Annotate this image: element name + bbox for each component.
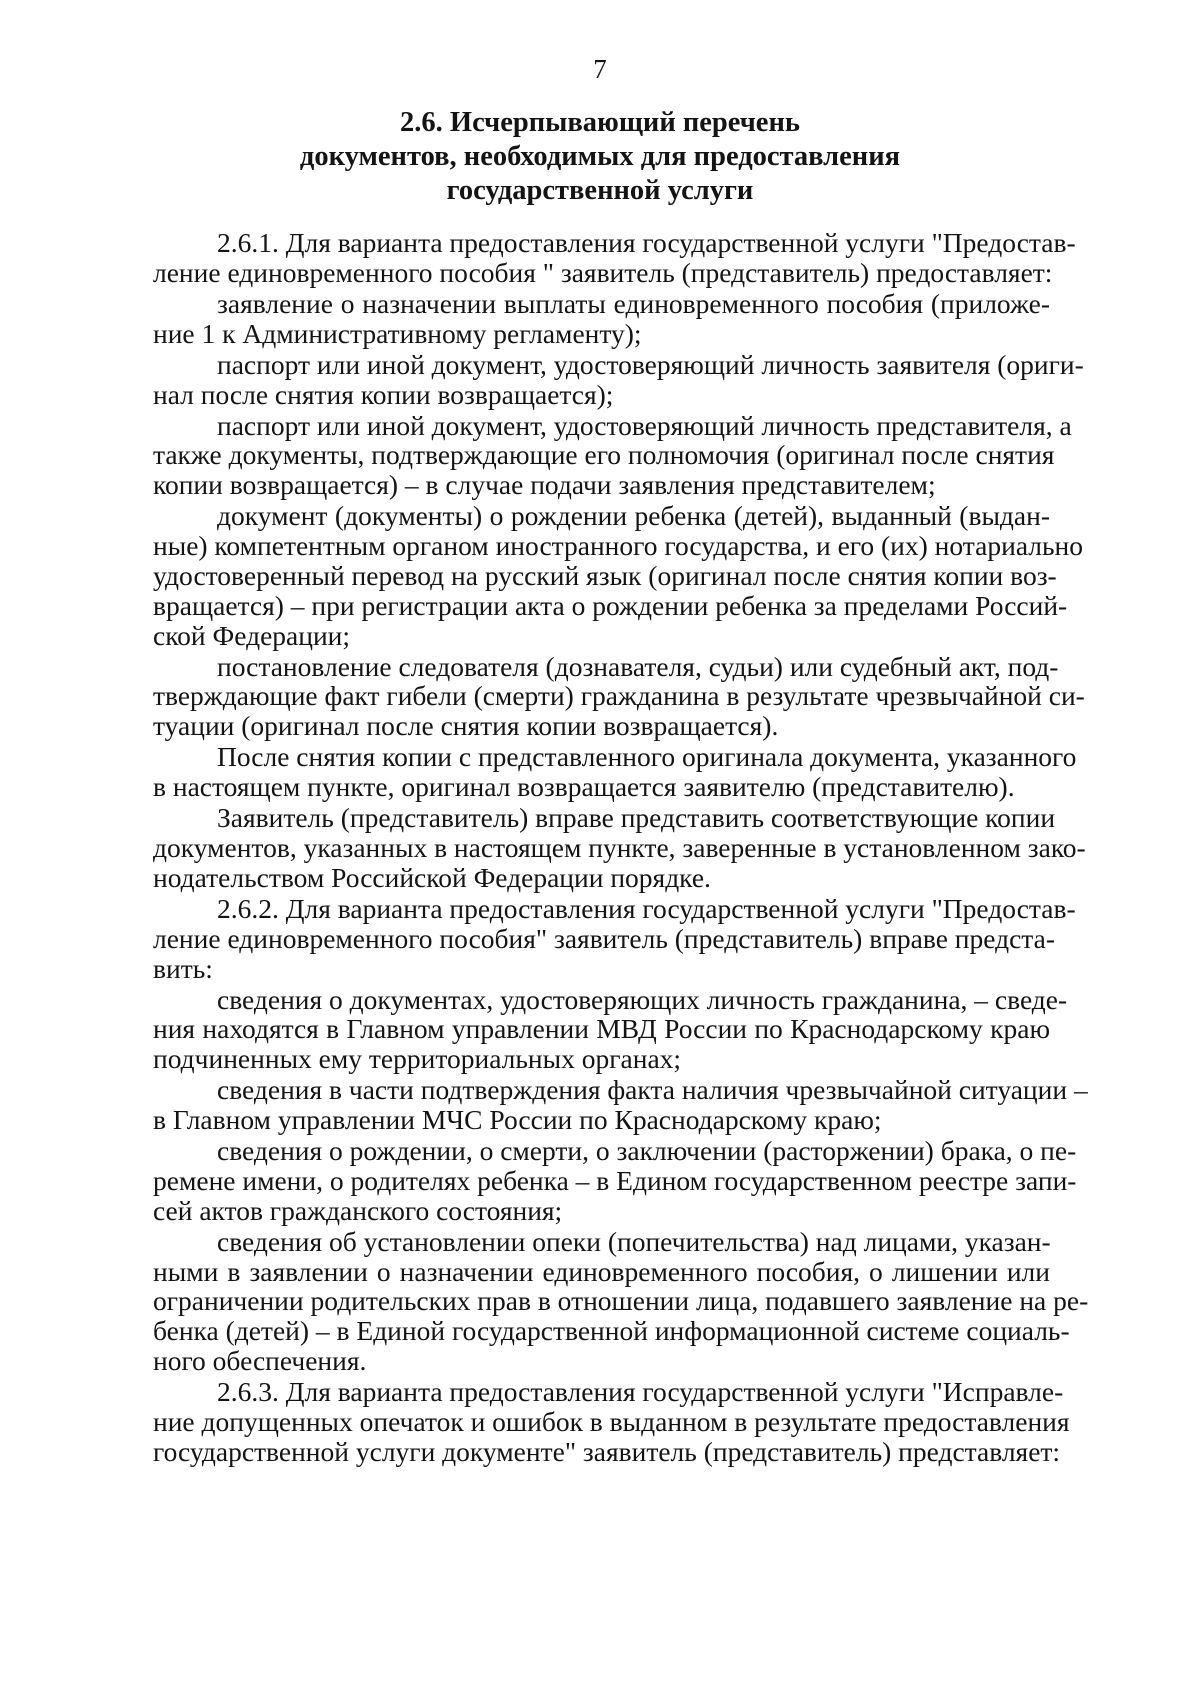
text-line: 2.6.1. Для варианта предоставления государственной услуги "Предостав- <box>217 227 1076 258</box>
text-line: сведения в части подтверждения факта наличия чрезвычайной ситуации – <box>217 1074 1088 1106</box>
paragraph <box>153 1135 1077 1226</box>
text-line: После снятия копии с представленного оригинала документа, указанного <box>217 741 1077 773</box>
paragraph <box>153 289 1050 349</box>
text-line: ние 1 к Административному регламенту); <box>153 317 642 349</box>
text-line: документов, указанных в настоящем пункте, заверенные в установленном зако- <box>153 832 1086 864</box>
paragraph <box>153 409 1072 501</box>
paragraph <box>153 802 1086 893</box>
text-line: вить: <box>153 952 213 984</box>
heading-line: документов, необходимых для предоставления <box>299 141 901 172</box>
text-line: ление единовременного пособия " заявитель (представитель) предоставляет: <box>153 256 1053 288</box>
text-line: сведения об установлении опеки (попечительства) над лицами, указан- <box>217 1225 1051 1257</box>
paragraph <box>153 1074 1088 1136</box>
text-line: документ (документы) о рождении ребенка (детей), выданный (выдан- <box>217 500 1050 532</box>
text-line: бенка (детей) – в Единой государственной информационной системе социаль- <box>153 1315 1070 1347</box>
text-line: ление единовременного пособия" заявитель (представитель) вправе предста- <box>153 922 1055 954</box>
paragraph <box>153 983 1068 1075</box>
text-line: ными в заявлении о назначении единовременного пособия, о лишении или <box>153 1255 1050 1287</box>
text-line: вращается) – при регистрации акта о рождении ребенка за пределами Россий- <box>153 589 1068 621</box>
text-line: ного обеспечения. <box>153 1345 367 1377</box>
text-line: 2.6.2. Для варианта предоставления государственной услуги "Предостав- <box>217 892 1076 924</box>
page-number: 7 <box>593 54 607 84</box>
text-line: заявление о назначении выплаты единовременного пособия (приложе- <box>217 287 1050 319</box>
text-line: в Главном управлении МЧС России по Краснодарскому краю; <box>153 1104 882 1136</box>
paragraph <box>153 1225 1089 1377</box>
text-line: нодательством Российской Федерации порядке. <box>153 861 711 893</box>
heading-line: 2.6. Исчерпывающий перечень <box>400 107 800 138</box>
text-line: копии возвращается) – в случае подачи заявления представителем; <box>153 469 936 501</box>
paragraph <box>153 741 1077 803</box>
text-line: удостоверенный перевод на русский язык (оригинал после снятия копии воз- <box>153 559 1057 591</box>
text-line: паспорт или иной документ, удостоверяющий личность представителя, а <box>217 409 1072 441</box>
text-line: сей актов гражданского состояния; <box>153 1194 563 1226</box>
text-line: туации (оригинал после снятия копии возвращается). <box>153 710 779 742</box>
text-line: сведения о рождении, о смерти, о заключении (расторжении) брака, о пе- <box>217 1135 1077 1167</box>
text-line: 2.6.3. Для варианта предоставления государственной услуги "Исправле- <box>217 1376 1064 1408</box>
text-line: ния находятся в Главном управлении МВД России по Краснодарскому краю <box>153 1013 1050 1045</box>
text-line: паспорт или иной документ, удостоверяющий личность заявителя (ориги- <box>217 348 1084 380</box>
section-body <box>153 227 1089 1468</box>
text-line: подчиненных ему территориальных органах; <box>153 1043 682 1075</box>
text-line: ние допущенных опечаток и ошибок в выданном в результате предоставления <box>153 1405 1070 1437</box>
text-line: Заявитель (представитель) вправе представить соответствующие копии <box>217 802 1056 834</box>
heading-line: государственной услуги <box>446 175 754 206</box>
text-line: ремене имени, о родителях ребенка – в Едином государственном реестре запи- <box>153 1164 1077 1196</box>
text-line: также документы, подтверждающие его полномочия (оригинал после снятия <box>153 439 1055 471</box>
text-line: ные) компетентным органом иностранного государства, и его (их) нотариально <box>153 530 1083 562</box>
paragraph <box>153 500 1083 651</box>
text-line: тверждающие факт гибели (смерти) гражданина в результате чрезвычайной си- <box>153 680 1085 712</box>
paragraph <box>153 227 1076 288</box>
paragraph <box>153 1376 1070 1467</box>
text-line: государственной услуги документе" заявитель (представитель) представляет: <box>153 1435 1061 1467</box>
section-heading <box>150 106 1050 208</box>
paragraph <box>153 348 1084 410</box>
text-line: сведения о документах, удостоверяющих личность гражданина, – сведе- <box>217 983 1068 1015</box>
text-line: нал после снятия копии возвращается); <box>153 378 614 410</box>
text-line: ограничении родительских прав в отношении лица, подавшего заявление на ре- <box>153 1285 1089 1317</box>
text-line: ской Федерации; <box>153 619 351 651</box>
text-line: постановление следователя (дознавателя, судьи) или судебный акт, под- <box>217 650 1059 682</box>
text-line: в настоящем пункте, оригинал возвращается заявителю (представителю). <box>153 771 1015 803</box>
paragraph <box>153 650 1085 742</box>
paragraph <box>153 892 1076 984</box>
